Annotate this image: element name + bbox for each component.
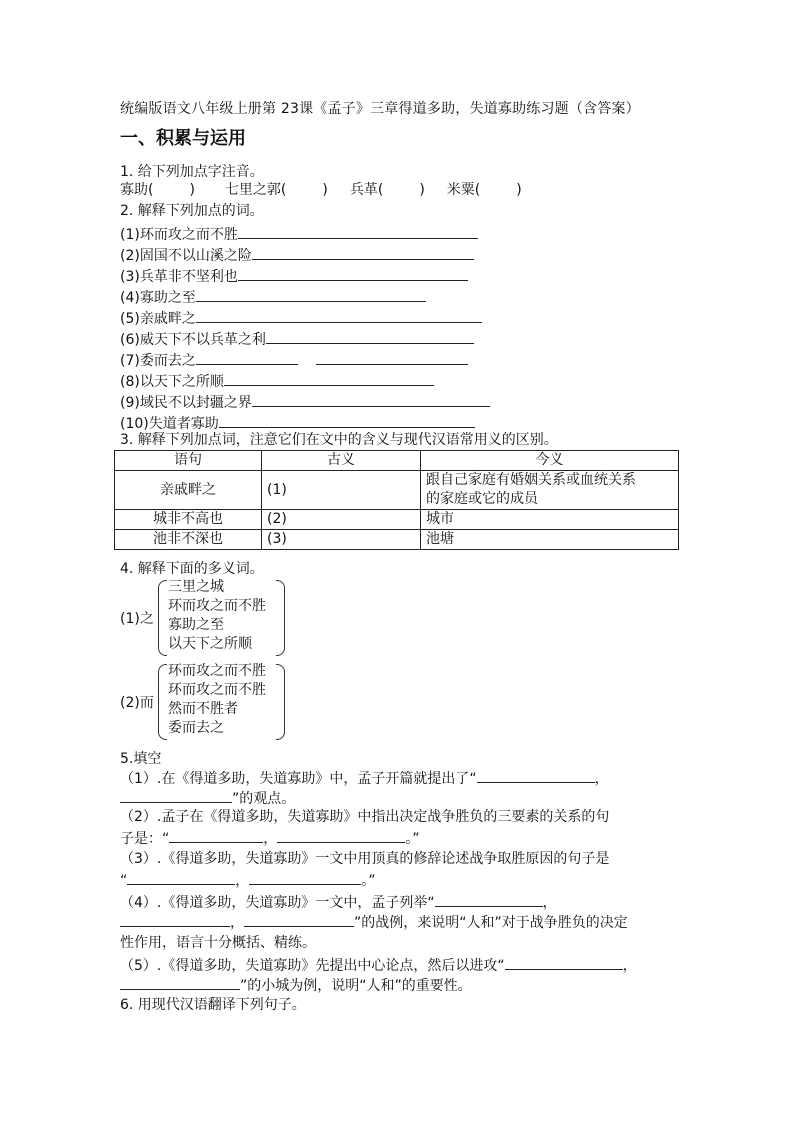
q1-item: 米粟( xyxy=(446,182,481,198)
polysemy-item: 环而攻之而不胜 xyxy=(168,598,266,614)
q1-item: 七里之郭( xyxy=(224,182,287,198)
q2-item: (7)委而去之 xyxy=(120,350,468,370)
answer-blank[interactable] xyxy=(477,768,595,783)
polysemy-item: 然而不胜者 xyxy=(168,701,238,717)
q5-item-4-end: 性作用，语言十分概括、精练。 xyxy=(120,935,316,951)
q2-item: (4)寡助之至 xyxy=(120,287,426,307)
q2-item: (3)兵革非不坚利也 xyxy=(120,266,468,286)
answer-blank[interactable] xyxy=(219,413,475,428)
answer-blank[interactable] xyxy=(120,912,230,927)
q5-item-3: （3）.《得道多助，失道寡助》一文中用顶真的修辞论述战争取胜原因的句子是 xyxy=(120,851,610,867)
answer-blank[interactable] xyxy=(266,329,474,344)
right-brace xyxy=(276,580,285,656)
q5-item-2: （2）.孟子在《得道多助，失道寡助》中指出决定战争胜负的三要素的关系的句 xyxy=(120,809,610,825)
answer-blank[interactable] xyxy=(505,955,623,970)
answer-blank[interactable] xyxy=(277,828,405,843)
answer-blank[interactable] xyxy=(196,287,426,302)
q6-stem: 6. 用现代汉语翻译下列句子。 xyxy=(120,997,306,1013)
q5-item-1: （1）.在《得道多助，失道寡助》中，孟子开篇就提出了“ ， xyxy=(120,768,609,788)
answer-blank[interactable] xyxy=(238,266,468,281)
answer-blank[interactable] xyxy=(120,788,232,803)
document-title: 统编版语文八年级上册第 23课《孟子》三章得道多助，失道寡助练习题（含答案） xyxy=(120,101,640,117)
polysemy-item: 环而攻之而不胜 xyxy=(168,682,266,698)
table-cell: 池非不深也 xyxy=(115,530,262,550)
answer-blank[interactable] xyxy=(238,224,478,239)
q2-item: (2)固国不以山溪之险 xyxy=(120,245,474,265)
q5-item-5-cont: ”的小城为例，说明“人和”的重要性。 xyxy=(120,975,472,995)
answer-blank[interactable] xyxy=(244,912,354,927)
table-row xyxy=(115,510,679,530)
left-brace xyxy=(158,580,167,656)
table-header: 古义 xyxy=(262,451,421,471)
q3-stem: 3. 解释下列加点词，注意它们在文中的含义与现代汉语常用义的区别。 xyxy=(120,432,558,448)
answer-blank[interactable] xyxy=(120,975,240,990)
answer-blank[interactable] xyxy=(252,245,474,260)
q5-item-2-cont: 子是：“ ， 。” xyxy=(120,828,420,848)
q5-item-3-cont: “ ， 。” xyxy=(120,870,376,890)
answer-blank[interactable] xyxy=(196,350,298,365)
q2-item: (6)威天下不以兵革之利 xyxy=(120,329,474,349)
right-brace xyxy=(276,664,285,740)
answer-blank[interactable] xyxy=(196,308,482,323)
answer-blank[interactable] xyxy=(316,350,468,365)
section-heading: 一、积累与运用 xyxy=(120,128,246,149)
answer-blank[interactable] xyxy=(435,892,543,907)
polysemy-label: (1)之 xyxy=(120,611,154,627)
q5-stem: 5.填空 xyxy=(120,751,162,767)
polysemy-item: 委而去之 xyxy=(168,720,224,736)
q2-item: (9)域民不以封疆之界 xyxy=(120,392,490,412)
table-row xyxy=(115,471,679,510)
answer-blank[interactable] xyxy=(252,392,490,407)
q4-stem: 4. 解释下面的多义词。 xyxy=(120,561,264,577)
answer-cell[interactable]: (2) xyxy=(262,510,421,530)
table-cell: 跟自己家庭有婚姻关系或血统关系 的家庭或它的成员 xyxy=(421,471,679,510)
answer-blank[interactable] xyxy=(127,870,235,885)
polysemy-item: 三里之城 xyxy=(168,579,224,595)
q1-items: 寡助( ) 七里之郭( ) 兵革( ) 米粟( ) xyxy=(120,182,522,198)
q5-item-1-cont: ”的观点。 xyxy=(120,788,295,808)
polysemy-item: 寡助之至 xyxy=(168,617,224,633)
q1-stem: 1. 给下列加点字注音。 xyxy=(120,164,264,180)
table-cell: 城市 xyxy=(421,510,679,530)
polysemy-item: 环而攻之而不胜 xyxy=(168,663,266,679)
polysemy-item: 以天下之所顺 xyxy=(168,636,252,652)
q1-item: 兵革( xyxy=(349,182,384,198)
polysemy-group-1 xyxy=(120,578,320,658)
table-cell: 亲戚畔之 xyxy=(115,471,262,510)
table-header: 语句 xyxy=(115,451,262,471)
q5-item-4-cont: ， ”的战例，来说明“人和”对于战争胜负的决定 xyxy=(120,912,628,932)
q1-item: 寡助( xyxy=(120,182,154,198)
answer-cell[interactable]: (3) xyxy=(262,530,421,550)
q2-item: (8)以天下之所顺 xyxy=(120,371,434,391)
q2-item: (10)失道者寡助 xyxy=(120,413,475,433)
table-header: 今义 xyxy=(421,451,679,471)
polysemy-group-2 xyxy=(120,662,320,742)
q2-item: (1)环而攻之而不胜 xyxy=(120,224,478,244)
polysemy-label: (2)而 xyxy=(120,695,154,711)
table-cell: 池塘 xyxy=(421,530,679,550)
q2-stem: 2. 解释下列加点的词。 xyxy=(120,203,264,219)
answer-blank[interactable] xyxy=(169,828,263,843)
answer-blank[interactable] xyxy=(249,870,361,885)
q2-item: (5)亲戚畔之 xyxy=(120,308,482,328)
answer-cell[interactable]: (1) xyxy=(262,471,421,510)
q5-item-5: （5）.《得道多助，失道寡助》先提出中心论点，然后以进攻“ ， xyxy=(120,955,637,975)
q5-item-4: （4）.《得道多助，失道寡助》一文中，孟子列举“ ， xyxy=(120,892,557,912)
left-brace xyxy=(158,664,167,740)
table-row xyxy=(115,530,679,550)
table-cell: 城非不高也 xyxy=(115,510,262,530)
q3-table xyxy=(114,450,679,550)
answer-blank[interactable] xyxy=(224,371,434,386)
